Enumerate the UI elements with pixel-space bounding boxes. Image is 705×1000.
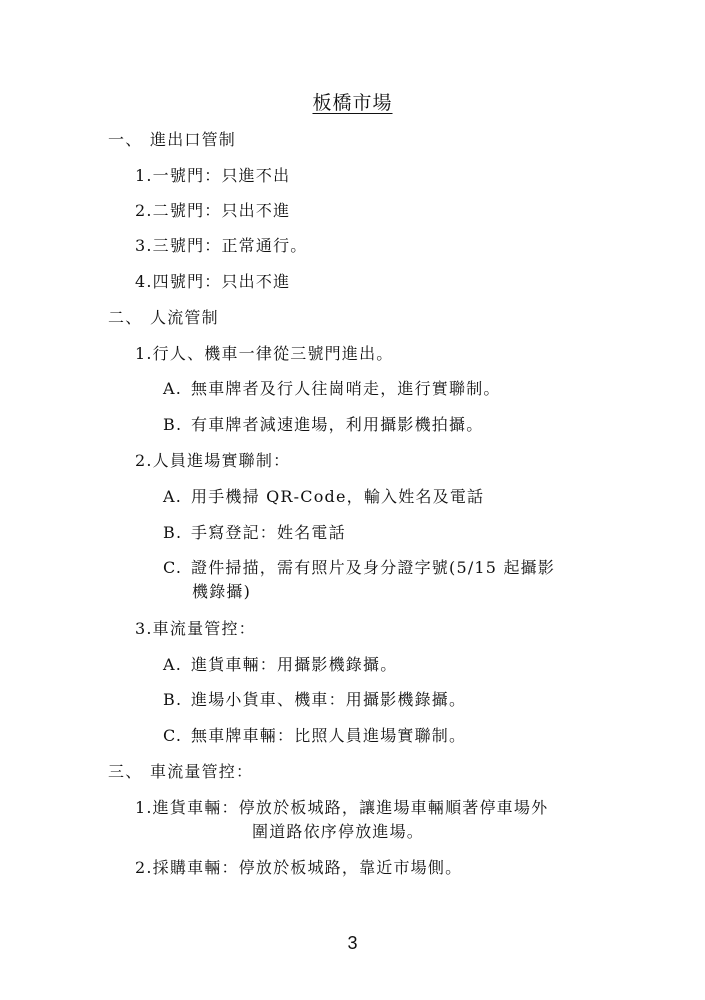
section-label: 進出口管制 — [150, 130, 237, 149]
sub-item-continuation: 機錄攝) — [192, 582, 252, 601]
section-heading-3 — [108, 759, 253, 782]
sub-item-label: C. — [163, 726, 183, 745]
sub-item — [163, 520, 346, 543]
sub-item-text: 無車牌車輛：比照人員進場實聯制。 — [191, 726, 467, 745]
sub-item — [163, 687, 466, 710]
section-label: 人流管制 — [150, 308, 219, 327]
list-item: 1.行人、機車一律從三號門進出。 — [135, 344, 394, 363]
sub-item-text: 用手機掃 QR-Code，輸入姓名及電話 — [191, 487, 485, 506]
list-item: 3.三號門：正常通行。 — [135, 236, 308, 255]
sub-item-label: B. — [163, 690, 183, 709]
list-item: 4.四號門：只出不進 — [135, 272, 291, 291]
sub-item-label: C. — [163, 558, 183, 577]
list-item: 2.採購車輛：停放於板城路，靠近市場側。 — [135, 858, 463, 877]
sub-item-text: 進場小貨車、機車：用攝影機錄攝。 — [191, 690, 467, 709]
list-item: 3.車流量管控： — [135, 619, 256, 638]
section-heading-1 — [108, 127, 236, 150]
sub-item — [163, 555, 555, 578]
sub-item-text: 手寫登記：姓名電話 — [191, 523, 346, 542]
list-item: 1.一號門：只進不出 — [135, 166, 291, 185]
section-number: 三、 — [108, 762, 143, 781]
document-title-text: 板橋市場 — [312, 92, 393, 114]
sub-item-text: 證件掃描，需有照片及身分證字號(5/15 起攝影 — [191, 558, 556, 577]
sub-item — [163, 376, 501, 399]
sub-item-text: 進貨車輛：用攝影機錄攝。 — [191, 655, 398, 674]
section-label: 車流量管控： — [150, 762, 254, 781]
sub-item — [163, 484, 484, 507]
section-number: 一、 — [108, 130, 143, 149]
list-item-continuation: 圍道路依序停放進場。 — [252, 822, 425, 841]
list-item: 2.二號門：只出不進 — [135, 201, 291, 220]
section-heading-2 — [108, 305, 219, 328]
sub-item-text: 有車牌者減速進場，利用攝影機拍攝。 — [191, 415, 484, 434]
list-item: 2.人員進場實聯制： — [135, 451, 291, 470]
document-title — [0, 88, 705, 115]
sub-item — [163, 723, 466, 746]
sub-item-label: A. — [163, 379, 183, 398]
list-item: 1.進貨車輛：停放於板城路，讓進場車輛順著停車場外 — [135, 798, 549, 817]
section-number: 二、 — [108, 308, 143, 327]
sub-item — [163, 652, 397, 675]
sub-item-label: B. — [163, 523, 183, 542]
sub-item — [163, 412, 483, 435]
page-number: 3 — [347, 933, 358, 953]
sub-item-label: A. — [163, 655, 183, 674]
sub-item-label: B. — [163, 415, 183, 434]
sub-item-text: 無車牌者及行人往崗哨走，進行實聯制。 — [191, 379, 501, 398]
sub-item-label: A. — [163, 487, 183, 506]
